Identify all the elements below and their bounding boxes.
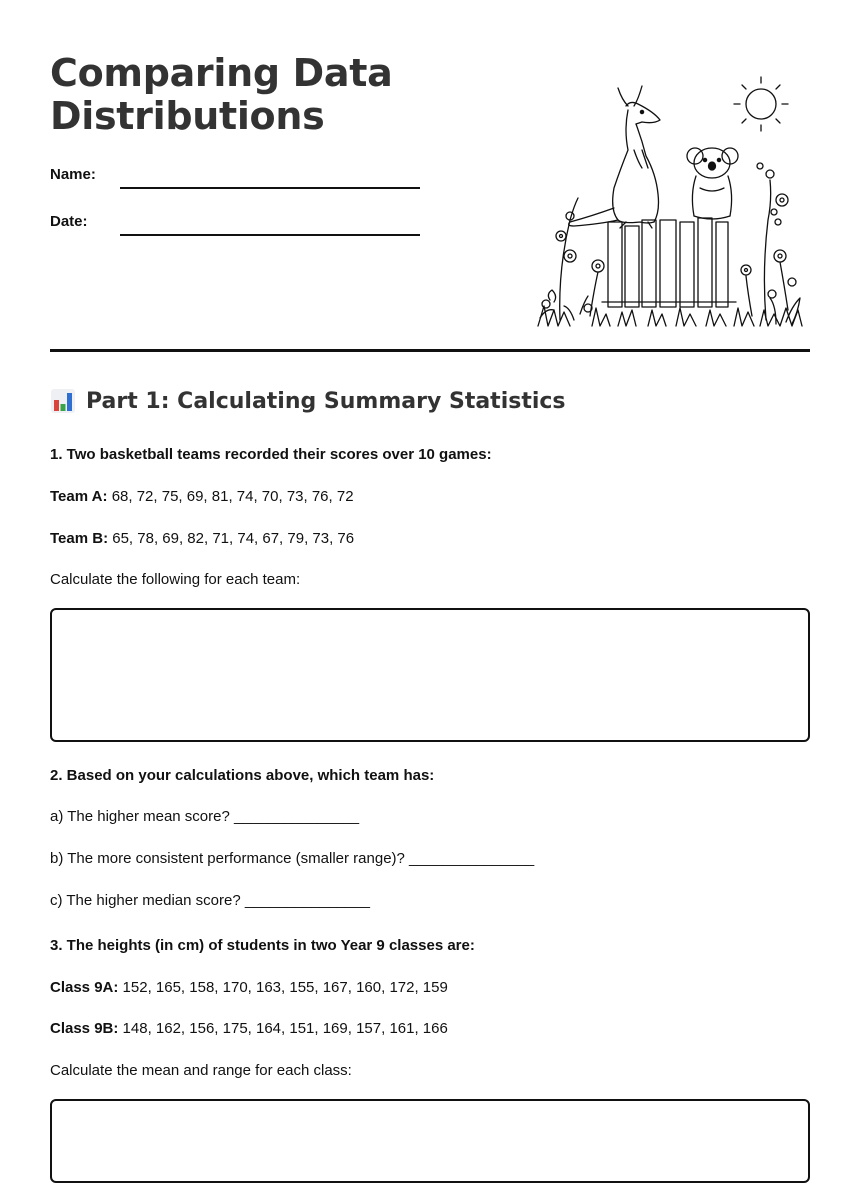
date-field[interactable]: [120, 234, 420, 236]
class-9a-row: [50, 979, 448, 996]
q2-option-c: c) The higher median score? _______________: [50, 892, 370, 909]
kangaroo-koala-illustration: [530, 70, 810, 332]
team-b-row: [50, 530, 354, 547]
sun-icon: [734, 77, 788, 131]
kangaroo: [569, 86, 660, 228]
worksheet-title: Comparing Data Distributions: [50, 51, 393, 138]
team-a-values: 68, 72, 75, 69, 81, 74, 70, 73, 76, 72: [111, 488, 354, 505]
team-b-label: Team B:: [50, 530, 109, 547]
bar-chart-icon: [50, 388, 76, 414]
grass: [538, 306, 802, 326]
flowers-right: [741, 163, 800, 324]
q1-answer-box[interactable]: [50, 608, 810, 742]
q2-prompt: 2. Based on your calculations above, which team has:: [50, 767, 435, 784]
name-label: Name:: [50, 166, 96, 183]
class-9b-label: Class 9B:: [50, 1020, 119, 1037]
class-9b-values: 148, 162, 156, 175, 164, 151, 169, 157, 161, 166: [122, 1020, 448, 1037]
part1-heading-text: Part 1: Calculating Summary Statistics: [86, 388, 566, 414]
q3-answer-box[interactable]: [50, 1099, 810, 1183]
class-9a-label: Class 9A:: [50, 979, 119, 996]
q3-prompt: 3. The heights (in cm) of students in two Year 9 classes are:: [50, 937, 475, 954]
team-b-values: 65, 78, 69, 82, 71, 74, 67, 79, 73, 76: [112, 530, 355, 547]
q3-instruction: Calculate the mean and range for each class:: [50, 1062, 352, 1079]
team-a-row: [50, 488, 354, 505]
fence: [602, 218, 736, 307]
class-9b-row: [50, 1020, 448, 1037]
flowers-left: [540, 198, 604, 320]
q1-instruction: Calculate the following for each team:: [50, 571, 301, 588]
q2-option-b: b) The more consistent performance (smaller range)? _______________: [50, 850, 535, 867]
header-divider: [50, 349, 810, 352]
team-a-label: Team A:: [50, 488, 108, 505]
date-label: Date:: [50, 213, 88, 230]
q2-option-a: a) The higher mean score? _______________: [50, 808, 360, 825]
koala: [687, 148, 738, 219]
q1-prompt: 1. Two basketball teams recorded their scores over 10 games:: [50, 446, 492, 463]
class-9a-values: 152, 165, 158, 170, 163, 155, 167, 160, 172, 159: [122, 979, 448, 996]
name-field[interactable]: [120, 187, 420, 189]
part1-heading: [50, 388, 566, 414]
